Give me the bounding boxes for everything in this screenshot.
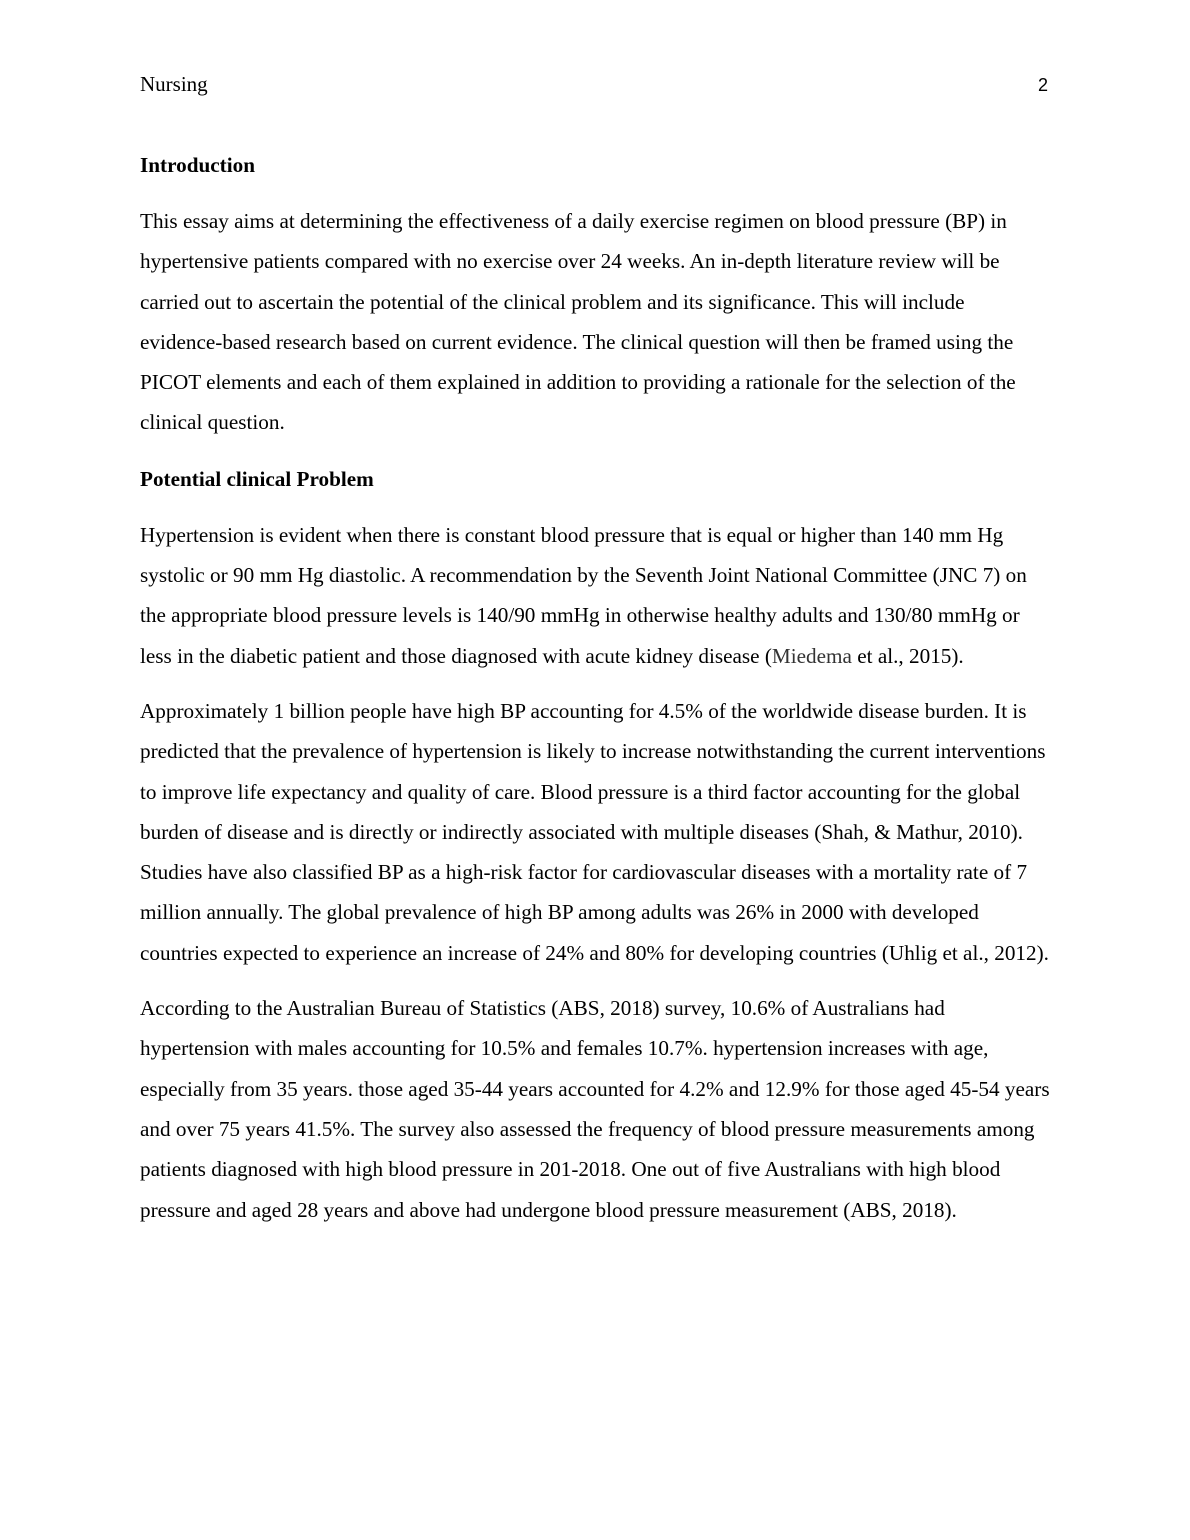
citation-author: Miedema	[771, 643, 852, 668]
problem-paragraph-3: According to the Australian Bureau of Statistics (ABS, 2018) survey, 10.6% of Australians had hypertension with males accounting for 10.5% and females 10.7%. hypertension increases with age, especially from 35 years. those aged 35-44 years accounted for 4.2% and 12.9% for those aged 45-54 years and over 75 years 41.5%. The survey also assessed the frequency of blood pressure measurements among patients diagnosed with high blood pressure in 201-2018. One out of five Australians with high blood pressure and aged 28 years and above had undergone blood pressure measurement (ABS, 2018).	[140, 996, 1050, 1222]
problem-paragraph-2: Approximately 1 billion people have high BP accounting for 4.5% of the worldwide disease burden. It is predicted that the prevalence of hypertension is likely to increase notwithstanding the current interventions to improve life expectancy and quality of care. Blood pressure is a third factor accounting for the global burden of disease and is directly or indirectly associated with multiple diseases (Shah, & Mathur, 2010). Studies have also classified BP as a high-risk factor for cardiovascular diseases with a mortality rate of 7 million annually. The global prevalence of high BP among adults was 26% in 2000 with developed countries expected to experience an increase of 24% and 80% for developing countries (Uhlig et al., 2012).	[140, 698, 1049, 965]
problem-paragraph-1	[140, 515, 1052, 676]
problem-heading: Potential clinical Problem	[140, 466, 374, 491]
problem-paragraph-1-end: et al., 2015).	[851, 643, 964, 668]
page-number: 2	[1037, 75, 1048, 95]
running-head: Nursing	[140, 72, 208, 96]
problem-paragraph-1-text: Hypertension is evident when there is constant blood pressure that is equal or higher than 140 mm Hg systolic or 90 mm Hg diastolic. A recommendation by the Seventh Joint National Committee (JNC 7) on the appropriate blood pressure levels is 140/90 mmHg in otherwise healthy adults and 130/80 mmHg or less in the diabetic patient and those diagnosed with acute kidney disease (	[140, 522, 1027, 668]
introduction-paragraph: This essay aims at determining the effectiveness of a daily exercise regimen on blood pressure (BP) in hypertensive patients compared with no exercise over 24 weeks. An in-depth literature review will be carried out to ascertain the potential of the clinical problem and its significance. This will include evidence-based research based on current evidence. The clinical question will then be framed using the PICOT elements and each of them explained in addition to providing a rationale for the selection of the clinical question.	[140, 209, 1016, 435]
introduction-heading: Introduction	[140, 153, 255, 177]
document-body	[140, 148, 1052, 1230]
